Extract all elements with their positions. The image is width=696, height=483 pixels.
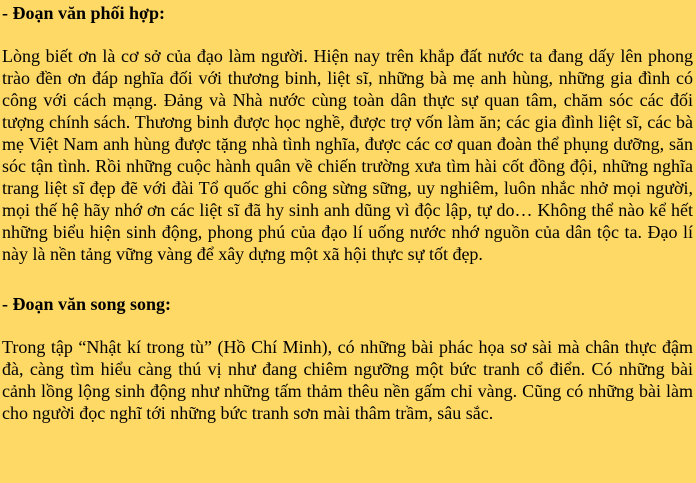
combined-paragraph-text: Lòng biết ơn là cơ sở của đạo làm người. Hiện nay trên khắp đất nước ta đang dấy lên phong trào đền ơn đáp nghĩa đối với thương binh, liệt sĩ, những bà mẹ anh hùng, những gia đình có công với cách mạng. Đảng và Nhà nước cùng toàn dân thực sự quan tâm, chăm sóc các đối tượng chính sách. Thương binh được học nghề, được trợ vốn làm ăn; các gia đình liệt sĩ, các bà mẹ Việt Nam anh hùng được tặng nhà tình nghĩa, được các cơ quan đoàn thể phụng dưỡng, săn sóc tận tình. Rồi những cuộc hành quân về chiến trường xưa tìm hài cốt đồng đội, những nghĩa trang liệt sĩ đẹp đẽ với đài Tổ quốc ghi công sừng sững, uy nghiêm, luôn nhắc nhở mọi người, mọi thế hệ hãy nhớ ơn các liệt sĩ đã hy sinh anh dũng vì độc lập, tự do… Không thể nào kể hết những biểu hiện sinh động, phong phú của đạo lí uống nước nhớ nguồn của dân tộc ta. Đạo lí này là nền tảng vững vàng để xây dựng một xã hội thực sự tốt đẹp. [2, 46, 693, 264]
section-heading-parallel-paragraph: - Đoạn văn song song: [2, 294, 172, 314]
section-heading-combined-paragraph: - Đoạn văn phối hợp: [2, 3, 166, 23]
parallel-paragraph-text: Trong tập “Nhật kí trong tù” (Hồ Chí Minh), có những bài phác họa sơ sài mà chân thực đậm đà, càng tìm hiểu càng thú vị như đang chiêm ngưỡng một bức tranh cổ điển. Có những bài cảnh lồng lộng sinh động như những tấm thảm thêu nền gấm chỉ vàng. Cũng có những bài làm cho người đọc nghĩ tới những bức tranh sơn mài thâm trầm, sâu sắc. [2, 337, 693, 423]
